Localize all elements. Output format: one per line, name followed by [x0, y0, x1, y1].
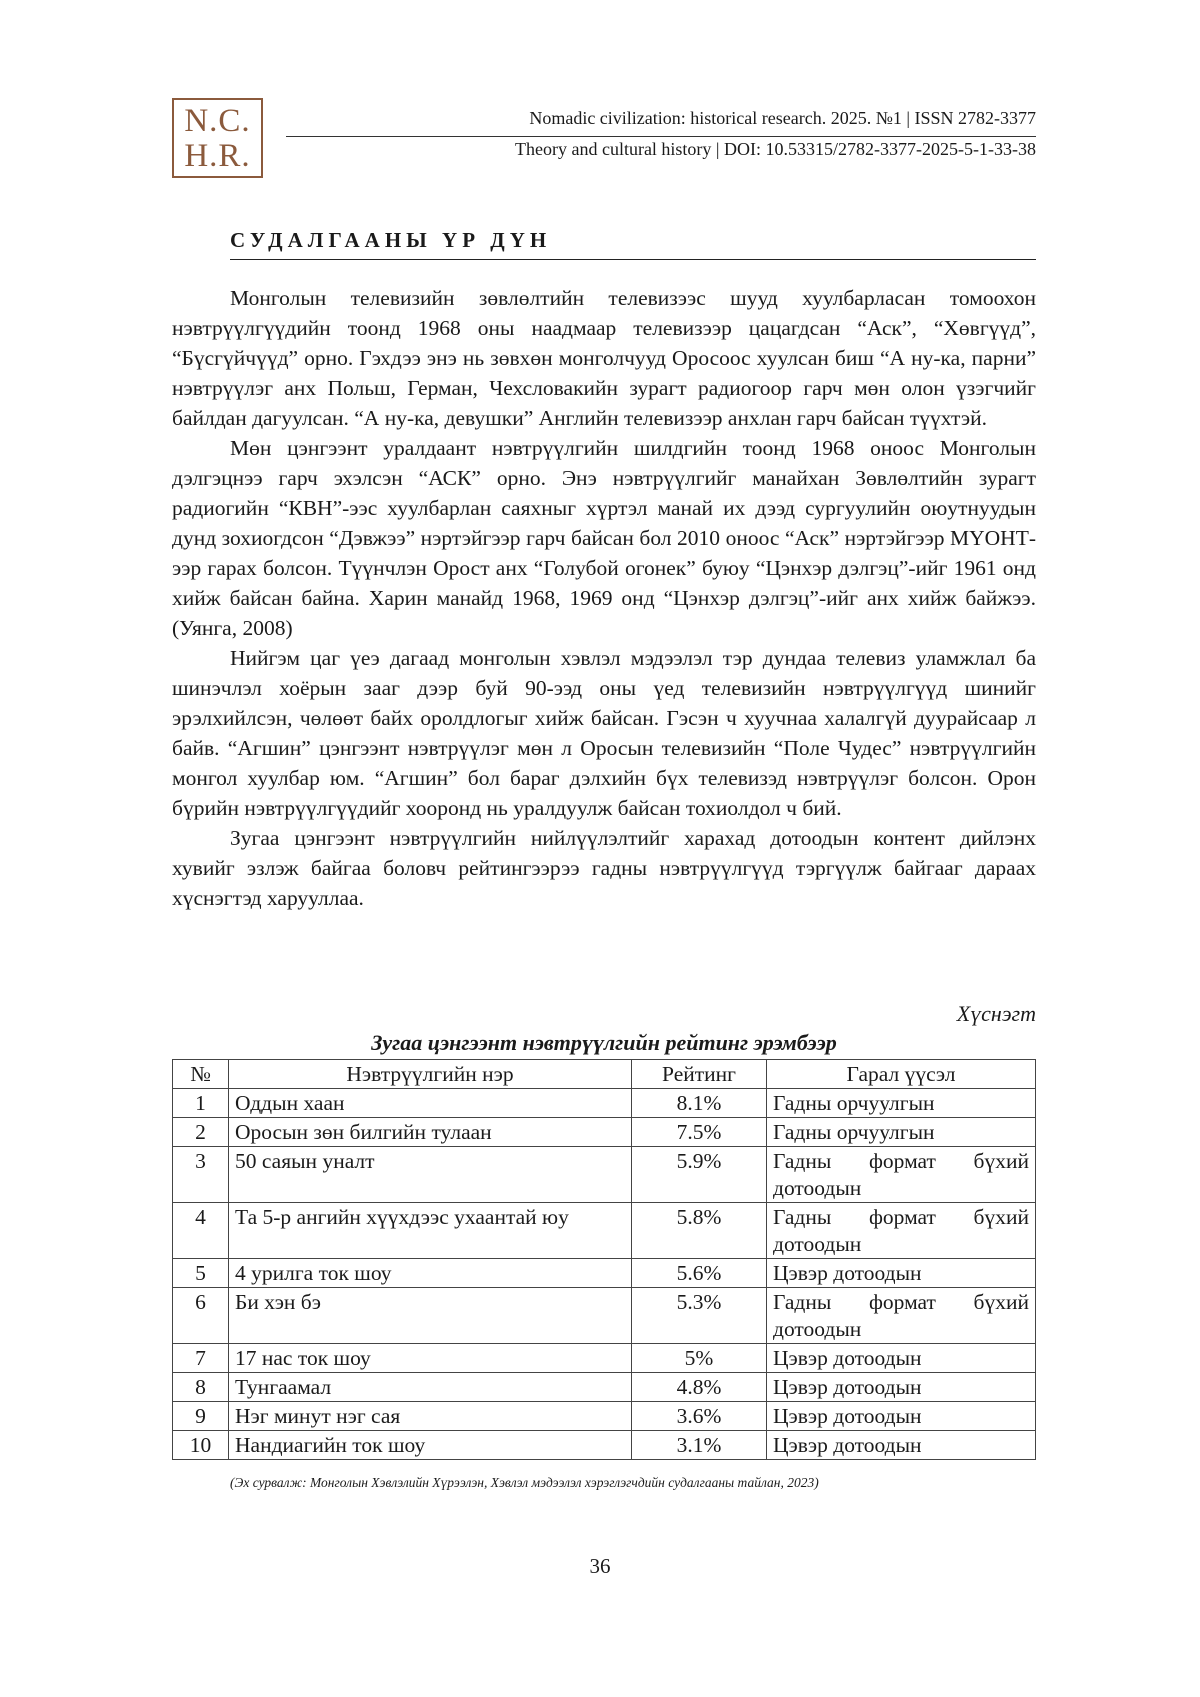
cell-origin — [767, 1089, 1036, 1118]
cell-rating: 5.6% — [632, 1259, 767, 1288]
table-row — [173, 1259, 1036, 1288]
cell-origin — [767, 1344, 1036, 1373]
table-body — [173, 1089, 1036, 1460]
cell-rating: 5.3% — [632, 1288, 767, 1344]
cell-origin-line: Цэвэр дотоодын — [773, 1404, 922, 1428]
cell-origin-line: Гадны орчуулгын — [773, 1120, 935, 1144]
cell-number: 2 — [173, 1118, 229, 1147]
ratings-table — [172, 1059, 1036, 1460]
section-divider — [230, 259, 1036, 260]
paragraph-2: Мөн цэнгээнт уралдаант нэвтрүүлгийн шилдгийн тоонд 1968 оноос Монголын дэлгэцнээ гарч эхэлсэн “АСК” орно. Энэ нэвтрүүлгийг манайхан Зөвлөлтийн зурагт радиогийн “КВН”-ээс хуулбарлан саяхныг хүртэл манай их дээд сургуулийн оюутнуудын дунд зохиогдсон “Дэвжээ” нэртэйгээр гарч байсан бол 2010 оноос “Аск” нэртэйгээр МҮОНТ-ээр гарах болсон. Түүнчлэн Орост анх “Голубой огонек” буюу “Цэнхэр дэлгэц”-ийг 1961 онд хийж байсан байна. Харин манайд 1968, 1969 онд “Цэнхэр дэлгэц”-ийг анх хийж байжээ. (Уянга, 2008) — [172, 436, 1036, 640]
paragraph-4: Зугаа цэнгээнт нэвтрүүлгийн нийлүүлэлтийг харахад дотоодын контент дийлэнх хувийг эзлэж байгаа боловч рейтингээрээ гадны нэвтрүүлгүүд тэргүүлж байгааг дараах хүснэгтэд харууллаа. — [172, 826, 1036, 910]
cell-program-name: Би хэн бэ — [229, 1288, 632, 1344]
cell-origin-line: Цэвэр дотоодын — [773, 1375, 922, 1399]
table-row — [173, 1147, 1036, 1203]
cell-rating: 8.1% — [632, 1089, 767, 1118]
cell-origin-line: Гадны формат бүхий — [773, 1290, 1029, 1314]
cell-program-name: Оросын зөн билгийн тулаан — [229, 1118, 632, 1147]
cell-program-name: Оддын хаан — [229, 1089, 632, 1118]
cell-origin — [767, 1431, 1036, 1460]
cell-origin-line: Гадны формат бүхий — [773, 1205, 1029, 1229]
cell-rating: 5.8% — [632, 1203, 767, 1259]
cell-number: 6 — [173, 1288, 229, 1344]
table-row — [173, 1203, 1036, 1259]
cell-origin-line: Гадны орчуулгын — [773, 1091, 935, 1115]
cell-origin — [767, 1402, 1036, 1431]
table-row — [173, 1431, 1036, 1460]
cell-origin — [767, 1118, 1036, 1147]
cell-rating: 5.9% — [632, 1147, 767, 1203]
cell-rating: 3.1% — [632, 1431, 767, 1460]
header-number: № — [173, 1060, 229, 1089]
header-divider — [286, 136, 1036, 137]
cell-program-name: Нэг минут нэг сая — [229, 1402, 632, 1431]
cell-program-name: Тунгаамал — [229, 1373, 632, 1402]
cell-origin-line: дотоодын — [773, 1176, 862, 1200]
cell-origin-line: Цэвэр дотоодын — [773, 1261, 922, 1285]
table-row — [173, 1402, 1036, 1431]
table-row — [173, 1118, 1036, 1147]
cell-origin — [767, 1147, 1036, 1203]
cell-program-name: 17 нас ток шоу — [229, 1344, 632, 1373]
body-text — [172, 283, 1036, 913]
table-label: Хүснэгт — [956, 1001, 1036, 1026]
cell-rating: 3.6% — [632, 1402, 767, 1431]
header-rating: Рейтинг — [632, 1060, 767, 1089]
cell-origin-line: Гадны формат бүхий — [773, 1149, 1029, 1173]
logo-line-1: N.C. — [184, 103, 251, 139]
paragraph-3: Нийгэм цаг үеэ дагаад монголын хэвлэл мэдээлэл тэр дундаа телевиз уламжлал ба шинэчлэл хоёрын зааг дээр буй 90-ээд оны үед телевизийн нэвтрүүлгүүд шинийг эрэлхийлсэн, чөлөөт байх оролдлогыг хийж байсан. Гэсэн ч хуучнаа халалгүй дуурайсаар л байв. “Агшин” цэнгээнт нэвтрүүлэг мөн л Оросын телевизийн “Поле Чудес” нэвтрүүлгийн монгол хуулбар юм. “Агшин” бол бараг дэлхийн бүх телевизэд нэвтрүүлэг болсон. Орон бүрийн нэвтрүүлгүүдийг хооронд нь уралдуулж байсан тохиолдол ч бий. — [172, 646, 1036, 820]
table-row — [173, 1288, 1036, 1344]
cell-number: 4 — [173, 1203, 229, 1259]
cell-number: 1 — [173, 1089, 229, 1118]
cell-origin — [767, 1203, 1036, 1259]
header-journal-info: Nomadic civilization: historical research. 2025. №1 | ISSN 2782-3377 — [529, 108, 1036, 128]
journal-logo — [172, 98, 263, 178]
cell-number: 9 — [173, 1402, 229, 1431]
cell-rating: 4.8% — [632, 1373, 767, 1402]
cell-origin-line: Цэвэр дотоодын — [773, 1346, 922, 1370]
cell-number: 5 — [173, 1259, 229, 1288]
cell-number: 10 — [173, 1431, 229, 1460]
cell-number: 7 — [173, 1344, 229, 1373]
cell-origin-line: Цэвэр дотоодын — [773, 1433, 922, 1457]
table-row — [173, 1089, 1036, 1118]
cell-program-name: Нандиагийн ток шоу — [229, 1431, 632, 1460]
cell-rating: 5% — [632, 1344, 767, 1373]
paragraph-1: Монголын телевизийн зөвлөлтийн телевизээс шууд хуулбарласан томоохон нэвтрүүлгүүдийн тоонд 1968 оны наадмаар телевизээр цацагдсан “Аск”, “Хөвгүүд”, “Бүсгүйчүүд” орно. Гэхдээ энэ нь зөвхөн монголчууд Оросоос хуулсан биш “А ну-ка, парни” нэвтрүүлэг анх Польш, Герман, Чехсловакийн зурагт радиогоор гарч мөн олон үзэгчийг байлдан дагуулсан. “А ну-ка, девушки” Английн телевизээр анхлан гарч байсан түүхтэй. — [172, 286, 1036, 430]
section-title: СУДАЛГААНЫ ҮР ДҮН — [230, 228, 552, 252]
table-header-row — [173, 1060, 1036, 1089]
table-row — [173, 1344, 1036, 1373]
table-row — [173, 1373, 1036, 1402]
table-title: Зугаа цэнгээнт нэвтрүүлгийн рейтинг эрэмбээр — [371, 1030, 837, 1055]
cell-program-name: Та 5-р ангийн хүүхдээс ухаантай юу — [229, 1203, 632, 1259]
table-source-note: (Эх сурвалж: Монголын Хэвлэлийн Хүрээлэн, Хэвлэл мэдээлэл хэрэглэгчдийн судалгааны тайлан, 2023) — [230, 1475, 819, 1490]
header-doi-info: Theory and cultural history | DOI: 10.53315/2782-3377-2025-5-1-33-38 — [514, 139, 1036, 159]
header-origin: Гарал үүсэл — [767, 1060, 1036, 1089]
logo-line-2: H.R. — [184, 138, 251, 174]
header-program-name: Нэвтрүүлгийн нэр — [229, 1060, 632, 1089]
cell-program-name: 50 саяын уналт — [229, 1147, 632, 1203]
cell-origin-line: дотоодын — [773, 1317, 862, 1341]
cell-origin — [767, 1373, 1036, 1402]
cell-origin-line: дотоодын — [773, 1232, 862, 1256]
cell-origin — [767, 1288, 1036, 1344]
cell-number: 8 — [173, 1373, 229, 1402]
cell-number: 3 — [173, 1147, 229, 1203]
cell-rating: 7.5% — [632, 1118, 767, 1147]
cell-origin — [767, 1259, 1036, 1288]
cell-program-name: 4 урилга ток шоу — [229, 1259, 632, 1288]
page-number: 36 — [589, 1554, 611, 1578]
